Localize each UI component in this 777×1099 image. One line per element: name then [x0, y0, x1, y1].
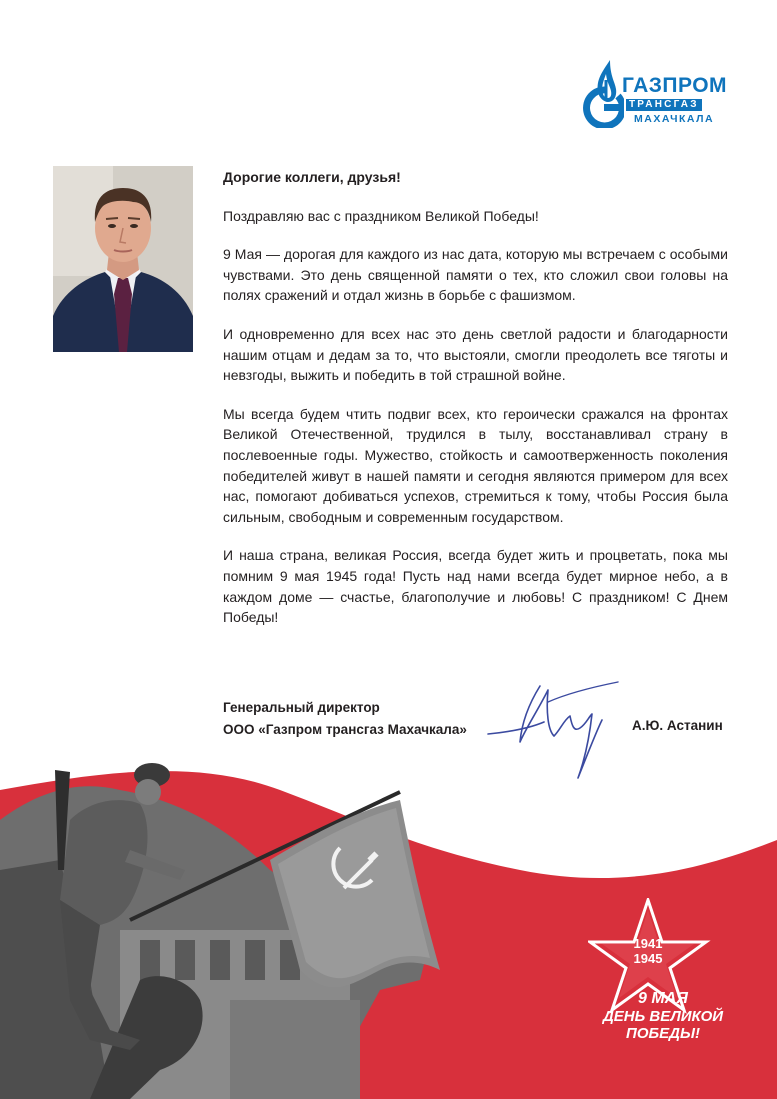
letter-paragraph: И одновременно для всех нас это день светлой радости и благодарности нашим отцам и дедам за то, что выстояли, смогли преодолеть все тяготы и невзгоды, выжить и победить в той страшной войне.	[223, 325, 728, 384]
company-logo	[582, 52, 732, 132]
victory-day-emblem	[588, 898, 738, 1068]
emblem-year-start: 1941	[633, 936, 663, 951]
letter-body	[223, 167, 728, 646]
signature-name: А.Ю. Астанин	[632, 718, 723, 733]
letter-paragraph: Поздравляю вас с праздником Великой Победы!	[223, 207, 539, 224]
emblem-subtitle: ПОБЕДЫ!	[626, 1025, 700, 1042]
signature-position: Генеральный директор	[223, 700, 380, 715]
portrait-image	[53, 166, 193, 352]
logo-city: МАХАЧКАЛА	[634, 113, 715, 125]
signature-company: ООО «Газпром трансгаз Махачкала»	[223, 722, 467, 737]
emblem-year-end: 1945	[633, 951, 663, 966]
emblem-date: 9 МАЯ	[638, 990, 688, 1007]
letter-paragraph: Мы всегда будем чтить подвиг всех, кто героически сражался на фронтах Великой Отечественной, трудился в тылу, восстанавливал страну в послевоенные годы. Мужество, стойкость и самоотверженность поколения победителей живут в нашей памяти и сегодня являются примером для всех нас, помогают добиваться успехов, стремиться к тому, чтобы Россия была сильным, свободным и современным государством.	[223, 405, 728, 525]
logo-subtitle: ТРАНСГАЗ	[626, 99, 702, 111]
emblem-years	[618, 936, 678, 966]
director-portrait	[53, 166, 193, 352]
letter-greeting: Дорогие коллеги, друзья!	[223, 169, 401, 185]
letter-paragraph: 9 Мая — дорогая для каждого из нас дата, которую мы встречаем с особыми чувствами. Это день священной памяти о тех, кто сложил свои головы на полях сражений и отдал жизнь в борьбе с фашизмом.	[223, 246, 728, 304]
star-icon	[588, 898, 738, 1068]
emblem-title: ДЕНЬ ВЕЛИКОЙ	[602, 1008, 724, 1025]
letter-paragraph: И наша страна, великая Россия, всегда будет жить и процветать, пока мы помним 9 мая 1945 года! Пусть над нами всегда будет мирное небо, а в каждом доме — счастье, благополучие и любовь! С праздником! С Днем Победы!	[223, 547, 728, 626]
logo-title: ГАЗПРОМ	[622, 74, 728, 97]
gas-flame-icon	[582, 56, 624, 128]
